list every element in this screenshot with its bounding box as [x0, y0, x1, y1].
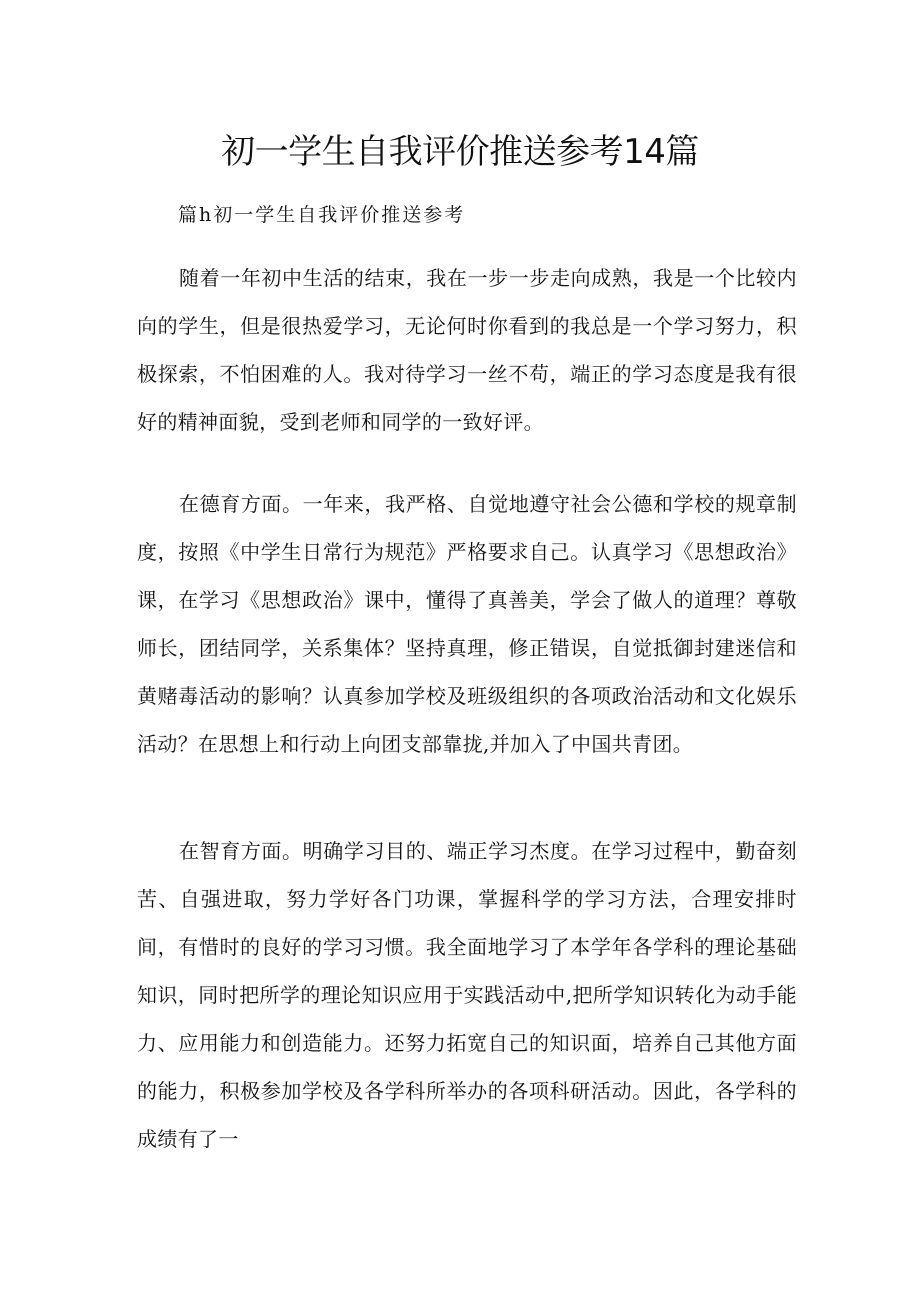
paragraph-intellectual-education: 在智育方面。明确学习目的、端正学习杰度。在学习过程中，勤奋刻苦、自强进取，努力学好各门功课，掌握科学的学习方法，合理安排时间，有惜时的良好的学习习惯。我全面地学习了本学年各学科的理论基础知识，同时把所学的理论知识应用于实践活动中,把所学知识转化为动手能力、应用能力和创造能力。还努力拓宽自己的知识面，培养自己其他方面的能力，积极参加学校及各学科所举办的各项科研活动。因此，各学科的成绩有了一 [137, 839, 797, 1151]
paragraph-moral-education: 在德育方面。一年来，我严格、自觉地遵守社会公德和学校的规章制度，按照《中学生日常行为规范》严格要求自己。认真学习《思想政治》课，在学习《思想政治》课中，懂得了真善美，学会了做人的道理？尊敬师长，团结同学，关系集体？坚持真理，修正错误，自觉抵御封建迷信和黄赌毒活动的影响？认真参加学校及班级组织的各项政治活动和文化娱乐活动？在思想上和行动上向团支部靠拢,并加入了中国共青团。 [137, 492, 797, 756]
paragraph-intro: 随着一年初中生活的结束，我在一步一步走向成熟，我是一个比较内向的学生，但是很热爱学习，无论何时你看到的我总是一个学习努力，积极探索，不怕困难的人。我对待学习一丝不苟，端正的学习态度是我有很好的精神面貌，受到老师和同学的一致好评。 [137, 266, 797, 434]
document-subtitle: 篇h初一学生自我评价推送参考 [178, 204, 466, 226]
document-title: 初一学生自我评价推送参考14篇 [221, 132, 699, 172]
